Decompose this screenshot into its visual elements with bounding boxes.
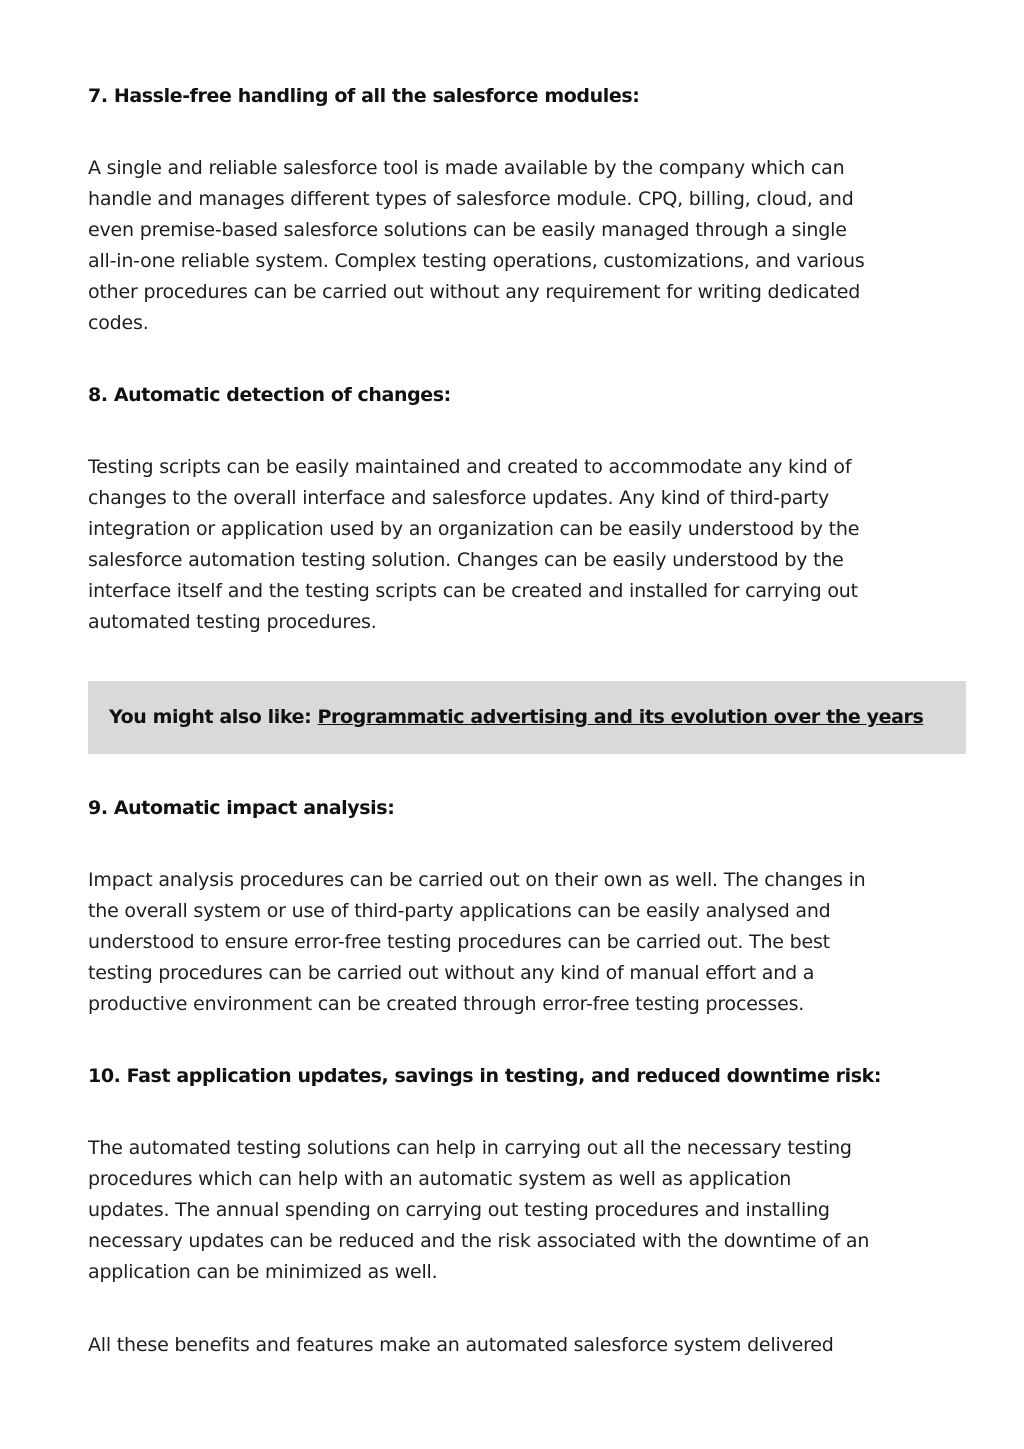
paragraph-line: the overall system or use of third-party applications can be easily analysed and: [88, 900, 831, 922]
section-heading-9: 9. Automatic impact analysis:: [88, 797, 395, 819]
paragraph-line: integration or application used by an organization can be easily understood by the: [88, 518, 860, 540]
section-heading-7: 7. Hassle-free handling of all the salesforce modules:: [88, 85, 640, 107]
paragraph-line: other procedures can be carried out without any requirement for writing dedicated: [88, 281, 861, 303]
section-heading-10: 10. Fast application updates, savings in testing, and reduced downtime risk:: [88, 1065, 882, 1087]
callout-text: [109, 704, 923, 730]
section-heading-8: 8. Automatic detection of changes:: [88, 384, 451, 406]
paragraph-line: necessary updates can be reduced and the risk associated with the downtime of an: [88, 1230, 870, 1252]
section-paragraph-9: [88, 865, 966, 1020]
paragraph-line: procedures which can help with an automatic system as well as application: [88, 1168, 792, 1190]
paragraph-line: handle and manages different types of salesforce module. CPQ, billing, cloud, and: [88, 188, 854, 210]
paragraph-line: Impact analysis procedures can be carried out on their own as well. The changes in: [88, 869, 866, 891]
related-article-link[interactable]: Programmatic advertising and its evolution over the years: [317, 706, 924, 728]
paragraph-line: The automated testing solutions can help in carrying out all the necessary testing: [88, 1137, 852, 1159]
callout-prefix: You might also like:: [109, 706, 318, 728]
section-paragraph-7: [88, 153, 966, 339]
section-paragraph-10: [88, 1133, 966, 1288]
paragraph-line: testing procedures can be carried out without any kind of manual effort and a: [88, 962, 815, 984]
paragraph-line: All these benefits and features make an automated salesforce system delivered: [88, 1334, 834, 1356]
closing-paragraph: [88, 1330, 966, 1361]
paragraph-line: interface itself and the testing scripts can be created and installed for carrying out: [88, 580, 858, 602]
paragraph-line: even premise-based salesforce solutions can be easily managed through a single: [88, 219, 847, 241]
paragraph-line: codes.: [88, 312, 149, 334]
paragraph-line: changes to the overall interface and salesforce updates. Any kind of third-party: [88, 487, 830, 509]
paragraph-line: productive environment can be created through error-free testing processes.: [88, 993, 805, 1015]
paragraph-line: all-in-one reliable system. Complex testing operations, customizations, and various: [88, 250, 865, 272]
paragraph-line: updates. The annual spending on carrying out testing procedures and installing: [88, 1199, 830, 1221]
paragraph-line: salesforce automation testing solution. Changes can be easily understood by the: [88, 549, 844, 571]
paragraph-line: automated testing procedures.: [88, 611, 377, 633]
paragraph-line: application can be minimized as well.: [88, 1261, 438, 1283]
paragraph-line: understood to ensure error-free testing procedures can be carried out. The best: [88, 931, 830, 953]
paragraph-line: Testing scripts can be easily maintained and created to accommodate any kind of: [88, 456, 852, 478]
paragraph-line: A single and reliable salesforce tool is made available by the company which can: [88, 157, 845, 179]
section-paragraph-8: [88, 452, 966, 638]
related-article-callout: [88, 681, 966, 754]
